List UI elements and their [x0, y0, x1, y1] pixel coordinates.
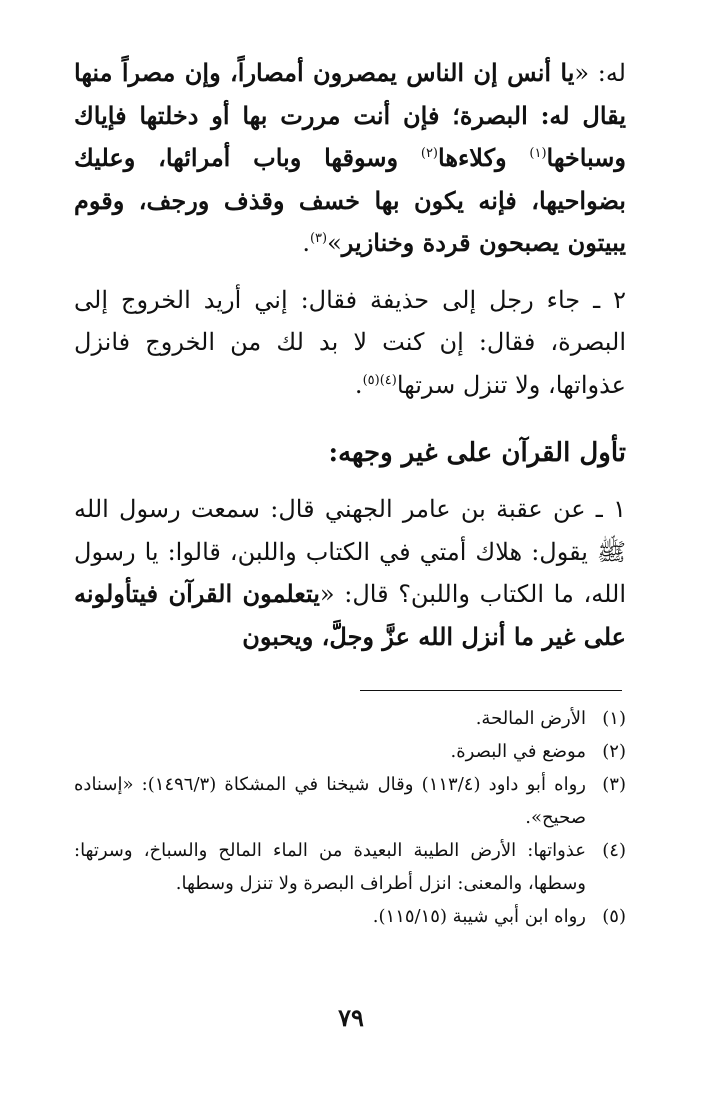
section-heading: تأول القرآن على غير وجهه: [328, 438, 626, 468]
hadith-text-3: وسوقها وباب أمرائها، وعليك بضواحيها، فإنه يكون بها خسف وقذف ورجف، وقوم يبيتون يصبحون قردة وخنازير [74, 143, 626, 257]
footnote [74, 735, 626, 768]
quote-close: » [327, 229, 342, 257]
footnote [74, 834, 626, 900]
quote-open: له: « [574, 59, 626, 87]
footnote-ref-2: ٢ [425, 146, 433, 161]
hadith-text: يتعلمون القرآن فيتأولونه على غير ما أنزل الله عزَّ وجلَّ، ويحبون [74, 579, 626, 651]
footnote [74, 702, 626, 735]
period: . [302, 229, 310, 257]
footnote [74, 900, 626, 933]
main-text [74, 52, 626, 658]
footnote-ref-3: ٣ [315, 231, 323, 246]
paragraph-2: ٢ ـ جاء رجل إلى حذيفة فقال: إني أريد الخروج إلى البصرة، فقال: إن كنت لا بد لك من الخروج فانزل عذواتها، ولا تنزل سرتها$^{(٤)(٥)}$. [74, 285, 626, 399]
footnotes [74, 702, 626, 933]
footnote-text: رواه أبو داود (١١٣/٤) وقال شيخنا في المشكاة (١٤٩٦/٣): «إسناده صحيح». [74, 774, 586, 828]
footnote-number: (٣) [602, 774, 626, 795]
footnote-ref-5: ٥ [367, 372, 375, 388]
footnote-ref-4: ٤ [384, 372, 392, 388]
footnote-number: (٥) [602, 906, 626, 927]
footnote [74, 768, 626, 834]
hadith-text-2: وكلاءها [438, 143, 530, 172]
period: . [354, 370, 363, 399]
footnote-number: (١) [602, 708, 626, 729]
narration-text: ١ ـ عن عقبة بن عامر الجهني قال: سمعت رسول الله ﷺ يقول: هلاك أمتي في الكتاب واللبن، قالوا: يا رسول الله، ما الكتاب واللبن؟ قال: « [74, 495, 627, 608]
footnote-text: عذواتها: الأرض الطيبة البعيدة من الماء المالح والسباخ، وسرتها: وسطها، والمعنى: انزل أطراف البصرة ولا تنزل وسطها. [74, 840, 586, 894]
hadith-text-1: يا أنس إن الناس يمصرون أمصاراً، وإن مصراً منها يقال له: البصرة؛ فإن أنت مررت بها أو دخلتها فإياك وسباخها [74, 58, 626, 172]
footnote-text: الأرض المالحة. [475, 708, 586, 729]
footnote-ref-1: ١ [534, 146, 542, 161]
paragraph-3 [74, 488, 626, 658]
footnote-number: (٢) [602, 741, 626, 762]
footnote-text: رواه ابن أبي شيبة (١١٥/١٥). [372, 906, 586, 927]
footnote-number: (٤) [602, 840, 626, 861]
footnote-text: موضع في البصرة. [450, 741, 586, 762]
footnote-divider [360, 690, 622, 691]
paragraph-1: له: «يا أنس إن الناس يمصرون أمصاراً، وإن مصراً منها يقال له: البصرة؛ فإن أنت مررت بها أو دخلتها فإياك وسباخها$^{(١)}$ وكلاءها$^{(٢)}$ وسوقها وباب أمرائها، وعليك بضواحيها، فإنه يكون بها خسف وقذف ورجف، وقوم يبيتون يصبحون قردة وخنازير»$^{(٣)}$. [74, 58, 626, 257]
narration-text: ٢ ـ جاء رجل إلى حذيفة فقال: إني أريد الخروج إلى البصرة، فقال: إن كنت لا بد لك من الخروج فانزل عذواتها، ولا تنزل سرتها [74, 285, 626, 399]
page-number: ٧٩ [338, 1003, 364, 1032]
